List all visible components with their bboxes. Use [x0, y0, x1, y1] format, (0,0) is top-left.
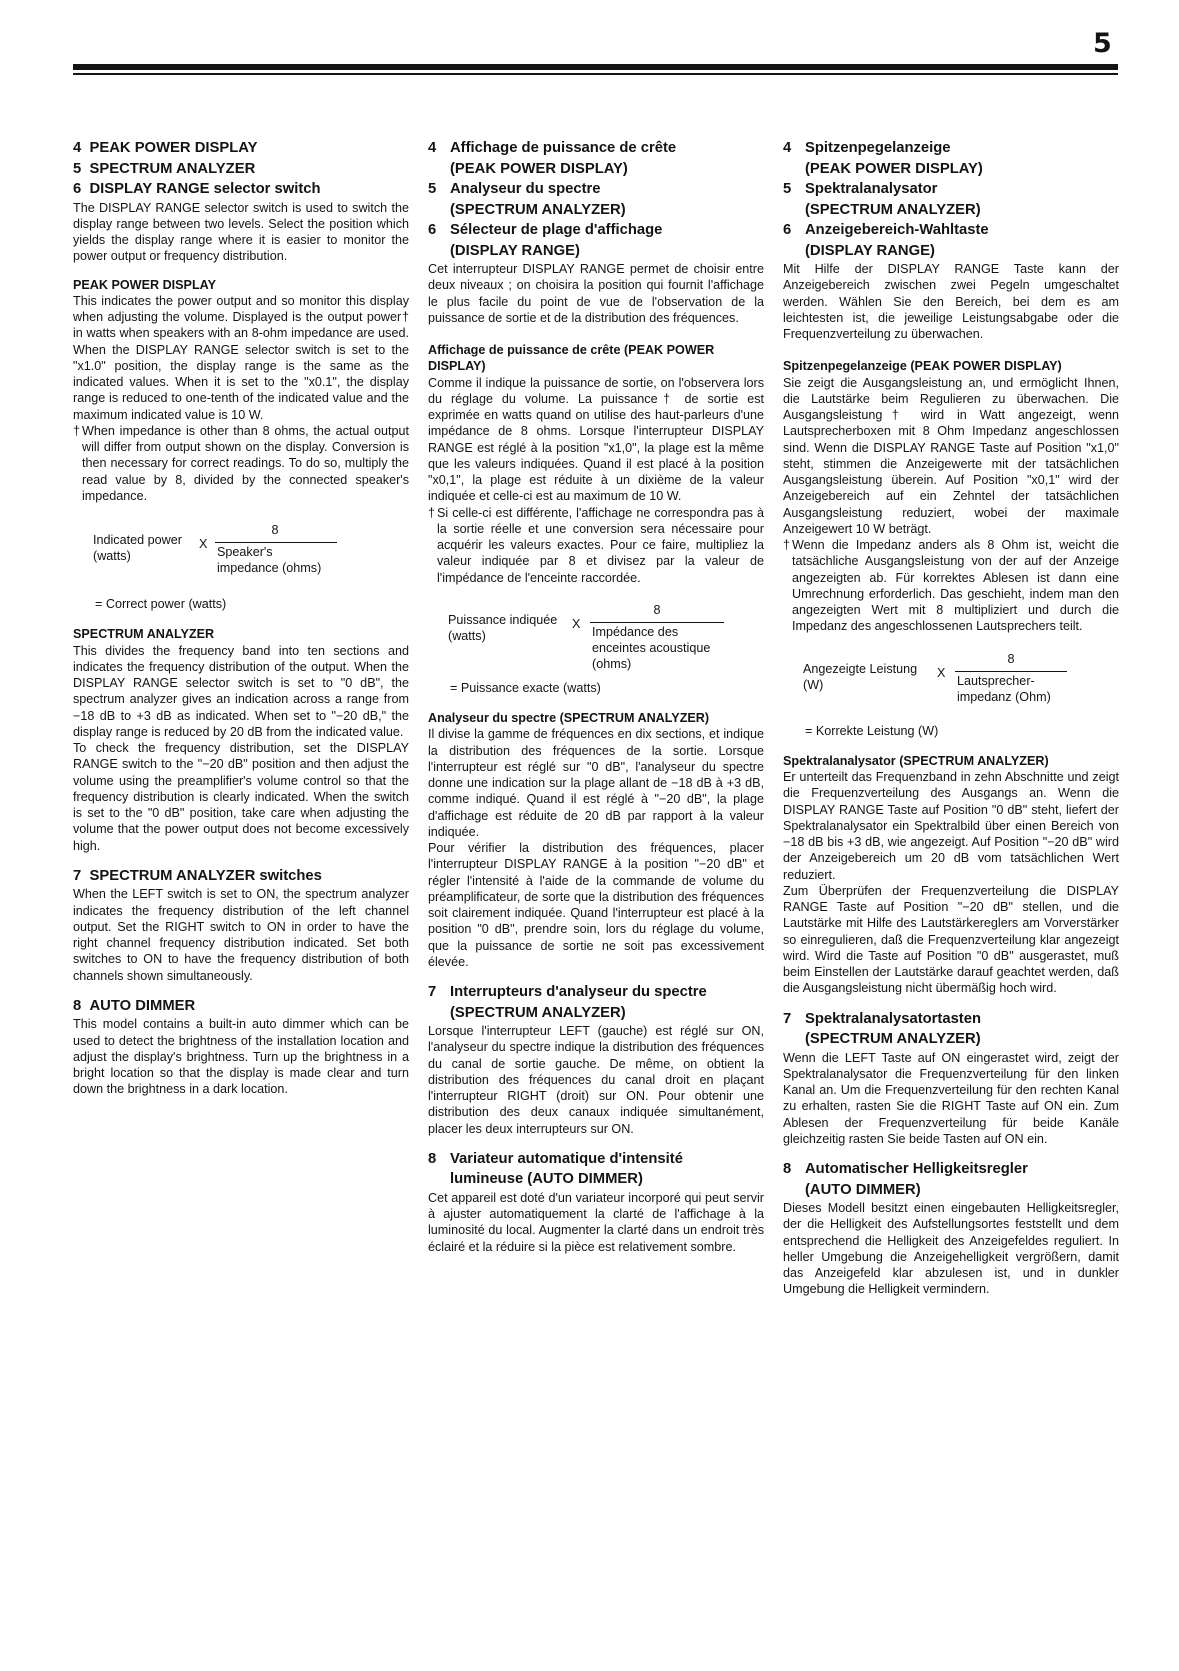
formula-operator: X [199, 537, 208, 551]
formula-fraction-bar [590, 622, 724, 623]
heading-8: 8 Automatischer Helligkeitsregler (AUTO DIMMER) [783, 1161, 1028, 1198]
heading-6: 6 Sélecteur de plage d'affichage (DISPLAY RANGE) [428, 222, 663, 259]
spectrum-paragraph-1: Il divise la gamme de fréquences en dix sections, et indique la distribution des fréquences de la sortie. Lorsque l'interrupteur est réglé sur "0 dB", l'analyseur du spectre donne une indication sur la plage allant de −18 dB à +3 dB, comme indiqué. Quand il est réglé à "−20 dB", la plage d'affichage est réduite de 20 dB par rapport à la valeur indiquée. [428, 727, 764, 839]
conversion-formula [448, 602, 764, 670]
spectrum-paragraph-1: This divides the frequency band into ten sections and indicates the frequency distribution of the output. When the DISPLAY RANGE selector switch is set to "0 dB", the spectrum analyzer gives an indication across a range from −18 dB to +3 dB as indicated. When set to "−20 dB," the display range is reduced by 20 dB from the indicated value. [73, 643, 409, 739]
heading-4: 4 PEAK POWER DISPLAY [73, 140, 258, 156]
switches-paragraph: Wenn die LEFT Taste auf ON eingerastet wird, zeigt der Spektralanalysator die Frequenzverteilung für den linken Kanal an. Um die Frequenzverteilung für den rechten Kanal zu erhalten, rasten Sie die RIGHT Taste auf ON ein. Zum Ablesen der Frequenzverteilung für beide Kanäle gleichzeitig rasten Sie beide Tasten auf ON ein. [783, 1050, 1119, 1146]
formula-result: = Korrekte Leistung (W) [805, 723, 939, 738]
header-rule-thin [73, 73, 1118, 75]
heading-5: 5 Analyseur du spectre (SPECTRUM ANALYZER) [428, 181, 626, 218]
intro-paragraph: The DISPLAY RANGE selector switch is used to switch the display range between two levels. Select the position which yields the display range where it is easier to monitor the power output or frequency distribution. [73, 200, 409, 264]
formula-result: = Correct power (watts) [95, 597, 227, 611]
page-number: 5 [1093, 28, 1112, 59]
heading-8: 8 AUTO DIMMER [73, 997, 196, 1014]
auto-dimmer-paragraph: Dieses Modell besitzt einen eingebauten Helligkeitsregler, der die Helligkeit des Aufstellungsortes feststellt und dem entsprechend die Helligkeit des Anzeigefeldes reguliert. In heller Umgebung die Anzeigehelligkeit vergrößern, damit das Anzeigefeld klar abzulesen ist, und in dunkler Umgebung die Helligkeit vermindern. [783, 1201, 1119, 1297]
intro-paragraph: Cet interrupteur DISPLAY RANGE permet de choisir entre deux niveaux ; on choisira la position qui fournit l'affichage le plus facile du point de vue de l'observation de la puissance de sortie et de la distribution des fréquences. [428, 262, 764, 325]
heading-4: 4 Spitzenpegelanzeige (PEAK POWER DISPLAY) [783, 140, 983, 177]
formula-numerator: 8 [1007, 651, 1015, 666]
formula-fraction-bar [215, 542, 337, 543]
formula-fraction-bar [955, 671, 1067, 672]
peak-power-subheading: PEAK POWER DISPLAY [73, 277, 216, 292]
heading-7: 7 Spektralanalysatortasten (SPECTRUM ANALYZER) [783, 1010, 981, 1047]
formula-denominator: Speaker's impedance (ohms) [217, 545, 322, 576]
heading-8: 8 Variateur automatique d'intensité lumineuse (AUTO DIMMER) [428, 1150, 683, 1188]
peak-power-paragraph: This indicates the power output and so monitor this display when adjusting the volume. Displayed is the output power† in watts when speakers with an 8-ohm impedance are used. When the DISPLAY RANGE selector switch is set to the "x1.0" position, the display range is the same as the indicated values. When it is set to the "x0.1", the display range is reduced to one-tenth of the indicated value and the maximum indicated value is 10 W. [73, 293, 409, 422]
formula-denominator: Lautsprecher- impedanz (Ohm) [957, 673, 1051, 704]
auto-dimmer-paragraph: This model contains a built-in auto dimmer which can be used to detect the brightness of the installation location and adjust the display's brightness. Turn up the brightness in a bright location so that the display is made clear and turn down the brightness in a dark location. [73, 1017, 409, 1097]
conversion-formula [803, 651, 1119, 713]
footnote: † Wenn die Impedanz anders als 8 Ohm ist, weicht die tatsächliche Ausgangsleistung von der auf der Anzeige angezeigten ab. Für korrektes Ablesen ist dann eine Umrechnung erforderlich. Das geschieht, indem man den angezeigten Wert mit 8 multipliziert und durch die Impedanz des angeschlossenen Lautsprechers teilt. [783, 538, 1119, 634]
intro-paragraph: Mit Hilfe der DISPLAY RANGE Taste kann der Anzeigebereich zwischen zwei Pegeln umgeschaltet werden. Wählen Sie den Bereich, bei dem es am leichtesten ist, die jeweilige Leistungsabgabe oder die Frequenzverteilung zu überwachen. [783, 262, 1119, 341]
switches-paragraph: When the LEFT switch is set to ON, the spectrum analyzer indicates the frequency distribution of the left channel output. Set the RIGHT switch to ON in order to have the right channel frequency distribution indicated. Set both switches to ON to have the frequency distribution of both channels shown simultaneously. [73, 887, 409, 983]
switches-paragraph: Lorsque l'interrupteur LEFT (gauche) est réglé sur ON, l'analyseur du spectre indique la distribution des fréquences du canal de sortie gauche. De même, on obtient la distribution des fréquences du canal droit en plaçant l'interrupteur RIGHT (droit) sur ON. Pour obtenir une distribution des deux canaux indiquée simultanément, placer les deux interrupteurs sur ON. [428, 1024, 764, 1136]
spectrum-paragraph-2: Zum Überprüfen der Frequenzverteilung die DISPLAY RANGE Taste auf Position "−20 dB" stellen, und die Lautstärke mit Hilfe des Lautstärkereglers am Vorverstärker so einregulieren, daß die Frequenzverteilung klar angezeigt wird. Wird die Taste auf Position "0 dB" ausgerastet, muß beim Einstellen der Lautstärke darauf geachtet werden, daß die Ausgangsleistung nicht übermäßig hoch wird. [783, 883, 1119, 996]
formula-operator: X [937, 665, 946, 680]
formula-lhs: Puissance indiquée (watts) [448, 612, 558, 643]
header-rule-thick [73, 64, 1118, 70]
heading-5: 5 SPECTRUM ANALYZER [73, 160, 256, 177]
heading-7: 7 Interrupteurs d'analyseur du spectre (SPECTRUM ANALYZER) [428, 984, 707, 1021]
formula-operator: X [572, 616, 581, 631]
formula-result: = Puissance exacte (watts) [450, 680, 601, 695]
heading-6: 6 DISPLAY RANGE selector switch [73, 181, 321, 197]
conversion-formula [93, 522, 409, 584]
heading-4: 4 Affichage de puissance de crête (PEAK POWER DISPLAY) [428, 140, 677, 177]
formula-denominator: Impédance des enceintes acoustique (ohms) [592, 624, 711, 672]
peak-power-subheading: Affichage de puissance de crête (PEAK POWER DISPLAY) [428, 343, 715, 374]
heading-5: 5 Spektralanalysator (SPECTRUM ANALYZER) [783, 181, 981, 218]
english-column [73, 138, 409, 1098]
heading-6: 6 Anzeigebereich-Wahltaste (DISPLAY RANGE) [783, 222, 989, 259]
spectrum-paragraph-2: To check the frequency distribution, set the DISPLAY RANGE switch to the "−20 dB" position and then adjust the volume using the preamplifier's volume control so that the frequency distribution is clearly indicated. When the switch is set to the "0 dB" position, take care when adjusting the volume that the power output does not become excessively high. [73, 741, 409, 853]
spectrum-subheading: SPECTRUM ANALYZER [73, 627, 215, 642]
peak-power-subheading: Spitzenpegelanzeige (PEAK POWER DISPLAY) [783, 359, 1062, 374]
spectrum-subheading: Analyseur du spectre (SPECTRUM ANALYZER) [428, 711, 710, 725]
spectrum-paragraph-2: Pour vérifier la distribution des fréquences, placer l'interrupteur DISPLAY RANGE à la position "−20 dB" et régler l'intensité à l'aide de la commande de volume du préamplificateur, de sorte que la distribution des fréquences soit clairement indiquée. Quand l'interrupteur est placé à la position "0 dB", prendre soin, lors du réglage du volume, que la puissance de sortie ne soit pas excessivement élevée. [428, 841, 764, 969]
heading-7: 7 SPECTRUM ANALYZER switches [73, 867, 322, 884]
formula-numerator: 8 [653, 602, 661, 617]
french-column [428, 138, 764, 1255]
peak-power-paragraph: Sie zeigt die Ausgangsleistung an, und ermöglicht Ihnen, die Lautstärke beim Regulieren zu überwachen. Die Ausgangsleistung† wird in Watt angezeigt, wenn Lautsprecherboxen mit 8 Ohm Impedanz angeschlossen sind. Wenn die DISPLAY RANGE Taste auf Position "x1,0" steht, stimmen die Anzeigewerte mit der tatsächlichen Ausgangsleistung überein. Auf Position "x0,1" wird der Anzeigebereich auf ein Zehntel der tatsächlichen Ausgangsleistung reduziert, wobei der maximale Anzeigewert 10 W beträgt. [783, 375, 1119, 536]
formula-lhs: Angezeigte Leistung (W) [803, 661, 918, 692]
peak-power-paragraph: Comme il indique la puissance de sortie, on l'observera lors du réglage du volume. La puissance† de sortie est exprimée en watts quand on utilise des haut-parleurs d'une impédance de 8 ohms. Lorsque l'interrupteur DISPLAY RANGE est réglé à la position "x1,0", la plage est la même que les valeurs indiquées. Quand il est placé à la position "x0,1", la plage est réduite à un dixième de la valeur indiquée et celle-ci est au maximum de 10 W. [428, 375, 764, 504]
spectrum-subheading: Spektralanalysator (SPECTRUM ANALYZER) [783, 753, 1049, 768]
german-column [783, 138, 1119, 1298]
formula-numerator: 8 [271, 523, 279, 537]
formula-lhs: Indicated power (watts) [93, 533, 182, 564]
spectrum-paragraph-1: Er unterteilt das Frequenzband in zehn Abschnitte und zeigt die Frequenzverteilung des Ausgangs an. Wenn die DISPLAY RANGE Taste auf Position "0 dB" steht, liefert der Spektralanalysator ein Spektralbild über einen Bereich von −18 dB bis +3 dB, wie angezeigt. Auf Position "−20 dB" wird der Anzeigebereich um 20 dB vom tatsächlichen Wert reduziert. [783, 770, 1119, 882]
auto-dimmer-paragraph: Cet appareil est doté d'un variateur incorporé qui peut servir à ajuster automatiquement la clarté de l'affichage à la luminosité du local. Augmenter la clarté dans un endroit très éclairé et la réduire si la pièce est relativement sombre. [428, 1190, 764, 1254]
footnote: † Si celle-ci est différente, l'affichage ne correspondra pas à la sortie réelle et une conversion sera nécessaire pour acquérir les valeurs exactes. Pour ce faire, multipliez la valeur indiquée par 8 et divisez par la valeur de l'impédance de l'enceinte raccordée. [428, 505, 764, 585]
footnote: † When impedance is other than 8 ohms, the actual output will differ from output shown on the display. Conversion is then necessary for correct readings. To do so, multiply the read value by 8, divided by the connected speaker's impedance. [73, 423, 409, 503]
